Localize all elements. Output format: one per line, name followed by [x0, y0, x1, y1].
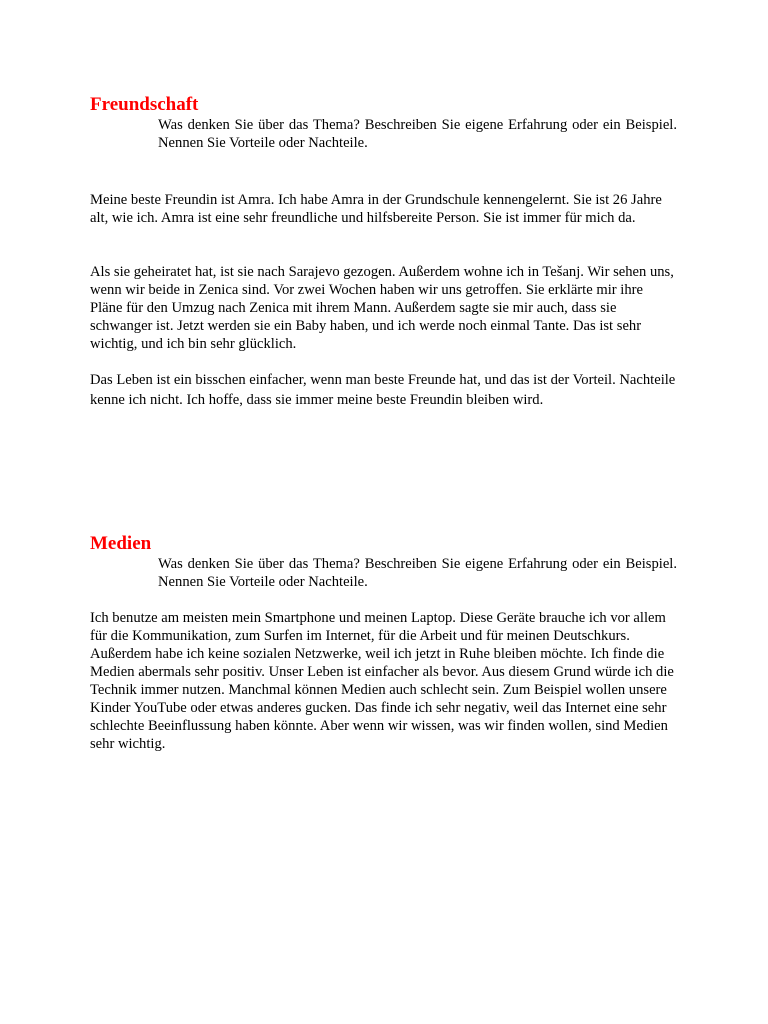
- paragraph: Das Leben ist ein bisschen einfacher, wenn man beste Freunde hat, und das ist der Vorteil. Nachteile kenne ich nicht. Ich hoffe, dass sie immer meine beste Freundin bleiben wird.: [90, 372, 676, 408]
- section-freundschaft: [90, 94, 677, 408]
- section-heading: Medien: [90, 533, 152, 554]
- section-prompt: Was denken Sie über das Thema? Beschreiben Sie eigene Erfahrung oder ein Beispiel. Nennen Sie Vorteile oder Nachteile.: [158, 117, 677, 151]
- paragraph: Ich benutze am meisten mein Smartphone und meinen Laptop. Diese Geräte brauche ich vor allem für die Kommunikation, zum Surfen im Internet, für die Arbeit und für meinen Deutschkurs. Außerdem habe ich keine sozialen Netzwerke, weil ich jetzt in Ruhe bleiben möchte. Ich finde die Medien abermals sehr positiv. Unser Leben ist einfacher als bevor. Aus diesem Grund würde ich die Technik immer nutzen. Manchmal können Medien auch schlecht sein. Zum Beispiel wollen unsere Kinder YouTube oder etwas anderes gucken. Das finde ich sehr negativ, weil das Internet eine sehr schlechte Beeinflussung haben könnte. Aber wenn wir wissen, was wir finden wollen, sind Medien sehr wichtig.: [90, 610, 674, 752]
- section-prompt: Was denken Sie über das Thema? Beschreiben Sie eigene Erfahrung oder ein Beispiel. Nennen Sie Vorteile oder Nachteile.: [158, 556, 677, 590]
- paragraph: Als sie geheiratet hat, ist sie nach Sarajevo gezogen. Außerdem wohne ich in Tešanj. Wir sehen uns, wenn wir beide in Zenica sind. Vor zwei Wochen haben wir uns getroffen. Sie erklärte mir ihre Pläne für den Umzug nach Zenica mit ihrem Mann. Außerdem sagte sie mir auch, dass sie schwanger ist. Jetzt werden sie ein Baby haben, und ich werde noch einmal Tante. Das ist sehr wichtig, und ich bin sehr glücklich.: [90, 264, 674, 352]
- paragraph: Meine beste Freundin ist Amra. Ich habe Amra in der Grundschule kennengelernt. Sie ist 26 Jahre alt, wie ich. Amra ist eine sehr freundliche und hilfsbereite Person. Sie ist immer für mich da.: [90, 192, 662, 226]
- section-medien: [90, 533, 677, 752]
- section-heading: Freundschaft: [90, 94, 199, 115]
